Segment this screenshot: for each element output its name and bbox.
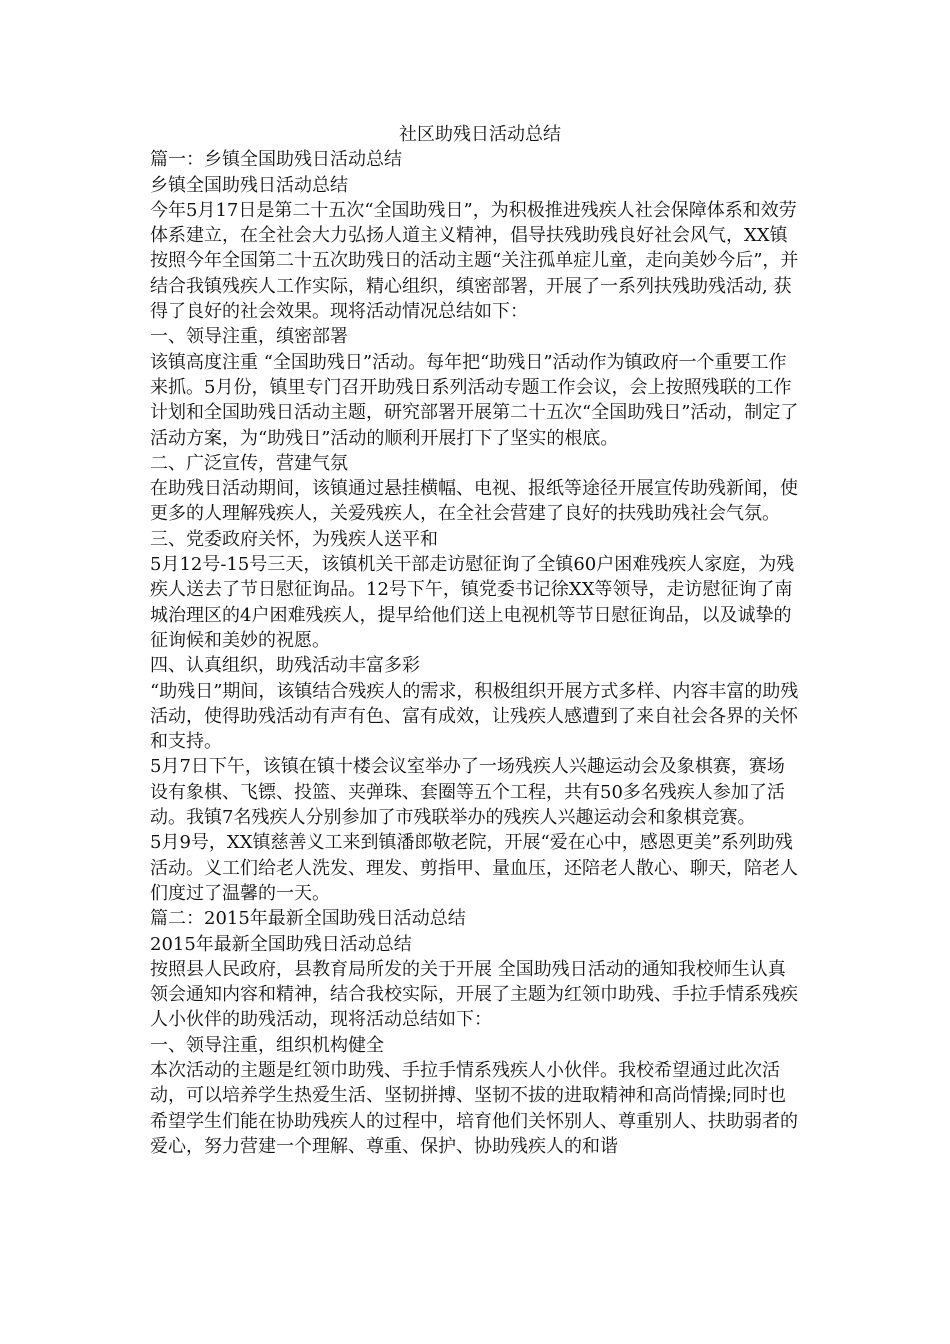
subheading: 一、领导注重，缜密部署: [150, 326, 348, 348]
paragraph: 5月12号-15号三天，该镇机关干部走访慰征询了全镇60户困难残疾人家庭，为残疾人送去了节日慰征询品。12号下午，镇党委书记徐XX等领导，走访慰征询了南城治理区的4户困难残疾人，提早给他们送上电视机等节日慰征询品，以及诚挚的征询候和美妙的祝愿。: [150, 554, 795, 651]
subheading: 三、党委政府关怀，为残疾人送平和: [150, 528, 438, 550]
subheading: 二、广泛宣传，营建气氛: [150, 452, 348, 474]
section-heading: 篇一：乡镇全国助残日活动总结: [150, 149, 402, 171]
paragraph: 该镇高度注重 “全国助残日”活动。每年把“助残日”活动作为镇政府一个重要工作来抓。5月份，镇里专门召开助残日系列活动专题工作会议，会上按照残联的工作计划和全国助残日活动主题，研究部署开展第二十五次“全国助残日”活动，制定了活动方案，为“助残日”活动的顺利开展打下了坚实的根底。: [150, 351, 799, 449]
paragraph: 5月7日下午，该镇在镇十楼会议室举办了一场残疾人兴趣运动会及象棋赛，赛场设有象棋、飞镖、投篮、夹弹珠、套圈等五个工程，共有50多名残疾人参加了活动。我镇7名残疾人分别参加了市残联举办的残疾人兴趣运动会和象棋竞赛。: [150, 756, 785, 829]
document-body: [150, 122, 802, 1159]
paragraph: 在助残日活动期间，该镇通过悬挂横幅、电视、报纸等途径开展宣传助残新闻，使更多的人理解残疾人，关爱残疾人，在全社会营建了良好的扶残助残社会气氛。: [150, 478, 798, 525]
paragraph: “助残日”期间，该镇结合残疾人的需求，积极组织开展方式多样、内容丰富的助残活动，使得助残活动有声有色、富有成效，让残疾人感遭到了来自社会各界的关怀和支持。: [150, 680, 799, 753]
document-title: 社区助残日活动总结: [399, 124, 561, 145]
paragraph: 本次活动的主题是红领巾助残、手拉手情系残疾人小伙伴。我校希望通过此次活动，可以培养学生热爱生活、坚韧拼搏、坚韧不拔的进取精神和高尚情操;同时也希望学生们能在协助残疾人的过程中，培育他们关怀别人、尊重别人、扶助弱者的爱心，努力营建一个理解、尊重、保护、协助残疾人的和谐: [150, 1059, 798, 1157]
subheading: 一、领导注重，组织机构健全: [150, 1034, 384, 1056]
paragraph: 按照县人民政府，县教育局所发的关于开展 全国助残日活动的通知我校师生认真领会通知内容和精神，结合我校实际，开展了主题为红领巾助残、手拉手情系残疾人小伙伴的助残活动，现将活动总结如下：: [150, 958, 798, 1031]
article-title: 2015年最新全国助残日活动总结: [150, 933, 412, 955]
section-heading: 篇二：2015年最新全国助残日活动总结: [150, 908, 466, 930]
article-title: 乡镇全国助残日活动总结: [150, 174, 348, 196]
paragraph: 今年5月17日是第二十五次“全国助残日”，为积极推进残疾人社会保障体系和效劳体系建立，在全社会大力弘扬人道主义精神，倡导扶残助残良好社会风气，XX镇按照今年全国第二十五次助残日的活动主题“关注孤单症儿童，走向美妙今后”，并结合我镇残疾人工作实际，精心组织，缜密部署，开展了一系列扶残助残活动, 获得了良好的社会效果。现将活动情况总结如下：: [150, 199, 799, 323]
subheading: 四、认真组织，助残活动丰富多彩: [150, 655, 420, 677]
paragraph: 5月9号，XX镇慈善义工来到镇潘郎敬老院，开展“爱在心中，感恩更美”系列助残活动。义工们给老人洗发、理发、剪指甲、量血压，还陪老人散心、聊天，陪老人们度过了温馨的一天。: [150, 832, 798, 904]
